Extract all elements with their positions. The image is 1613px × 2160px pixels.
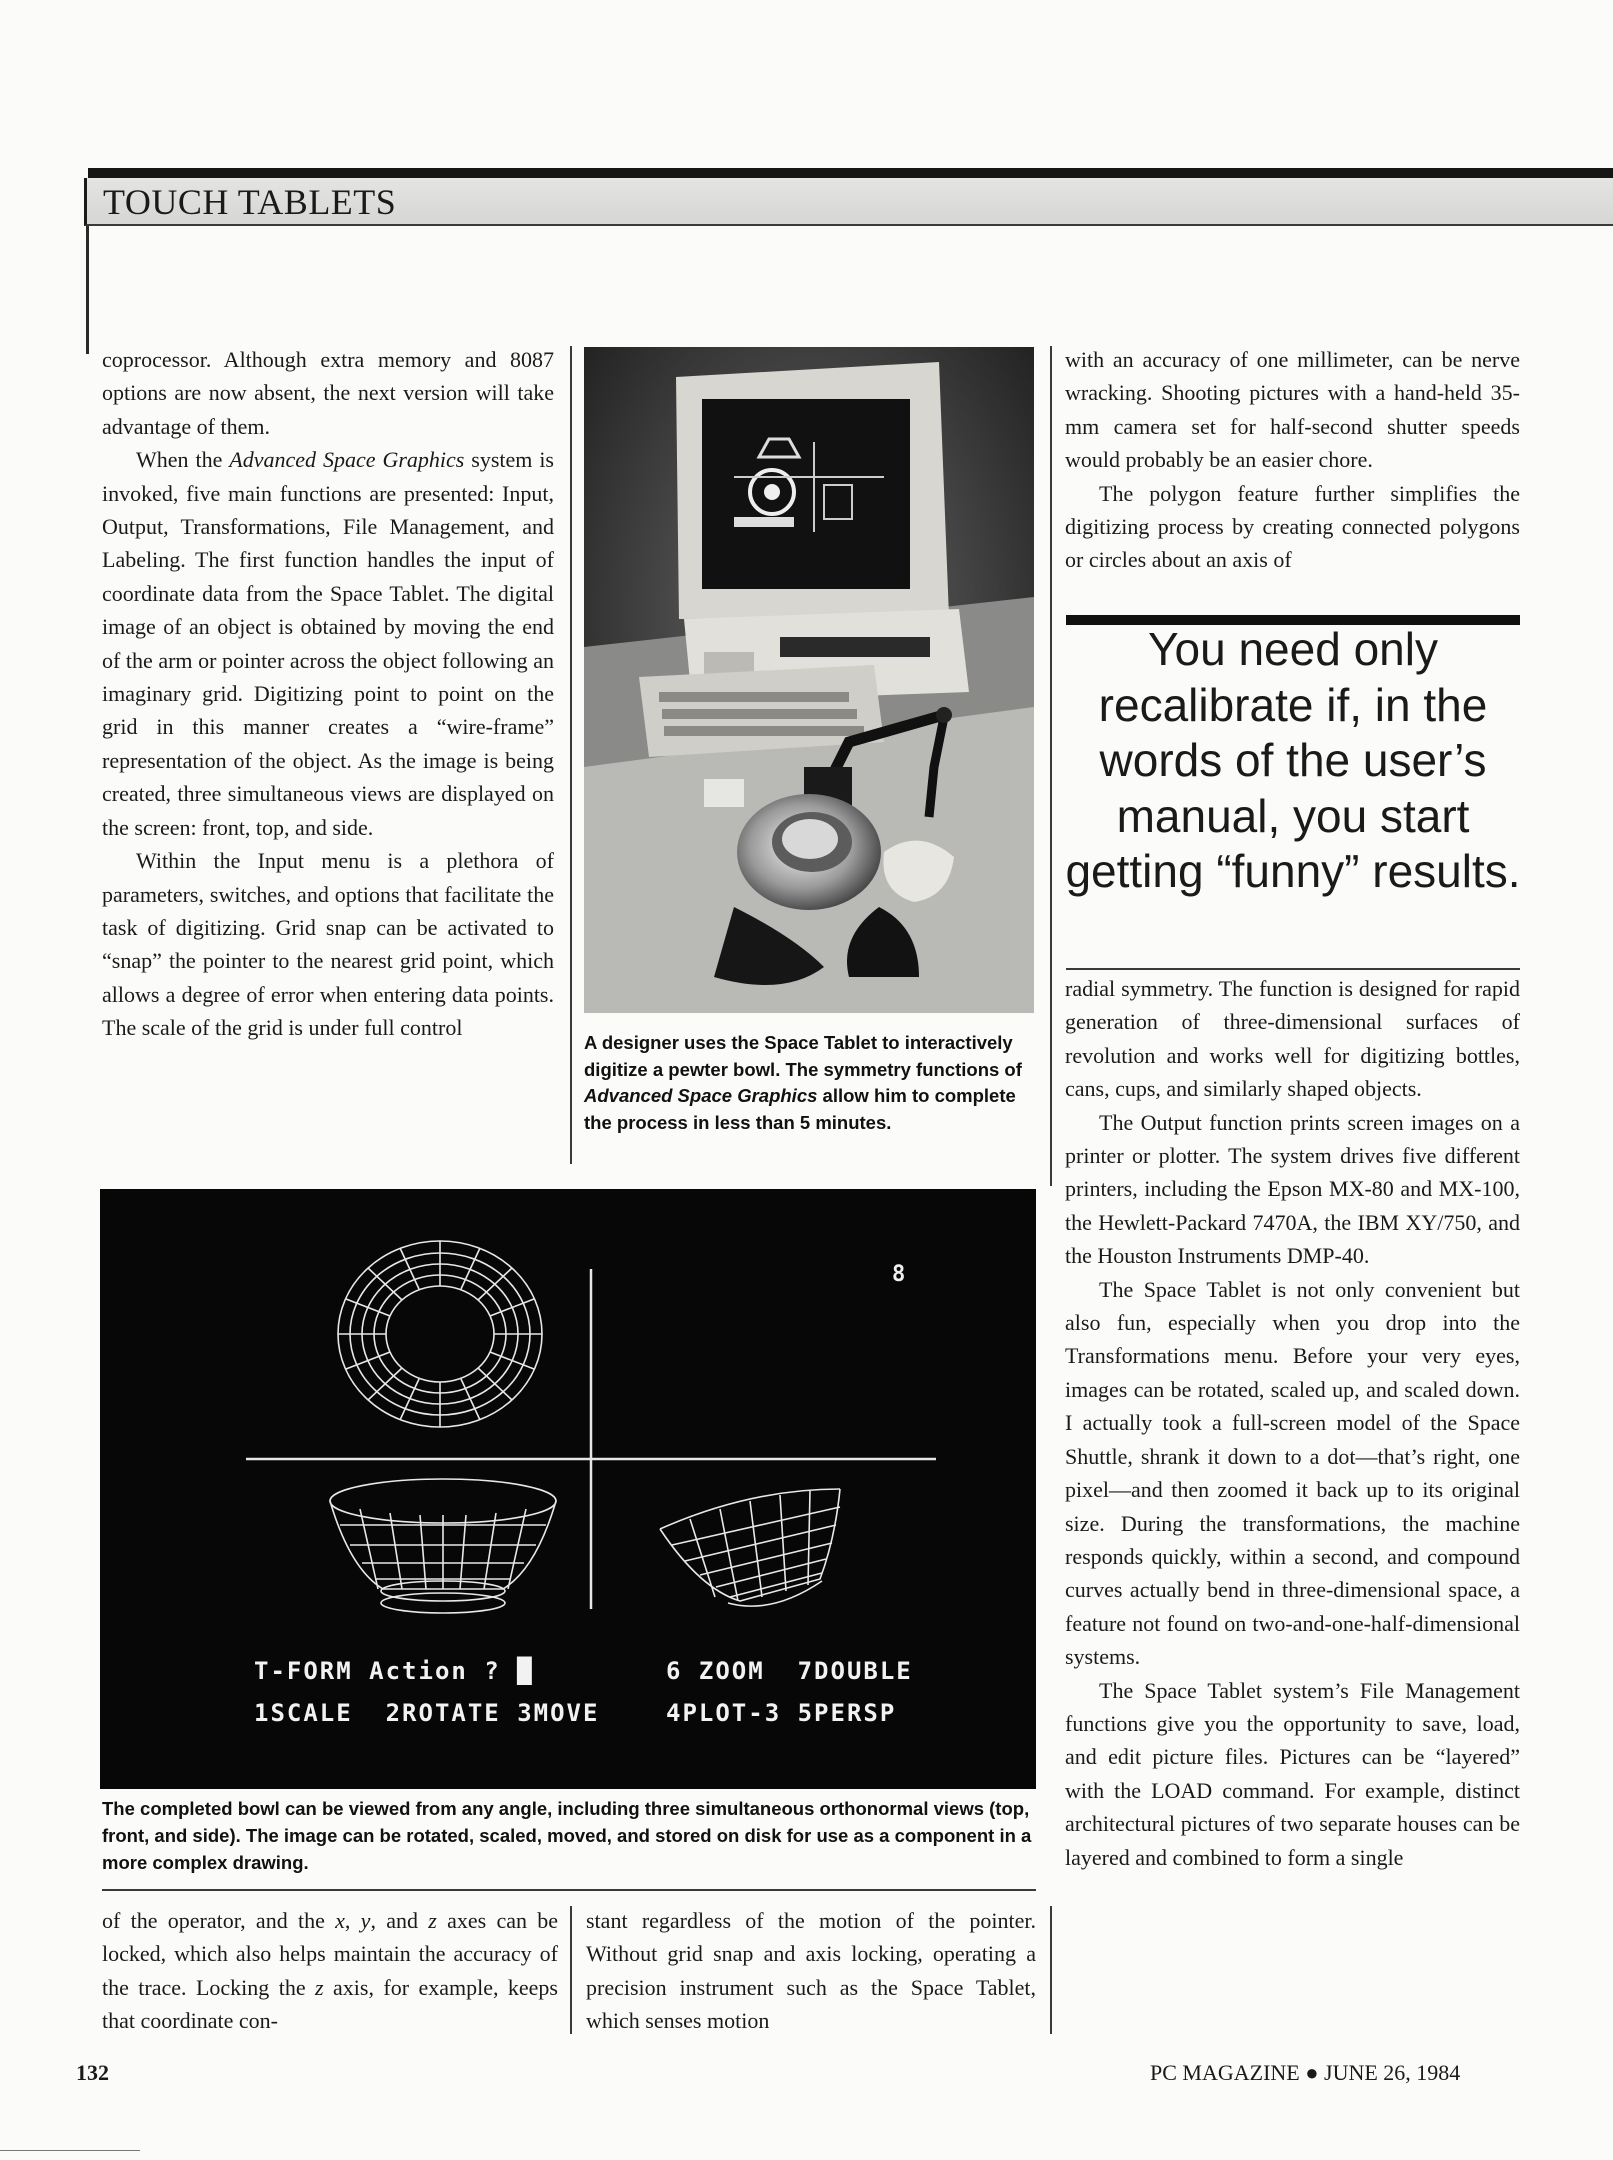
paragraph-left-3: Within the Input menu is a plethora of parameters, switches, and options that facilitate the task of digitizing. Grid snap can be activated to “snap” the pointer to the nearest grid point, which allows a degree of error when entering data points. The scale of the grid is under full control <box>102 848 554 1041</box>
paragraph-bottom-left: of the operator, and the x, y, and z axes can be locked, which also helps maintain the accuracy of the trace. Locking the z axis, for example, keeps that coordinate con- <box>102 1908 559 2034</box>
section-title: TOUCH TABLETS <box>103 182 397 222</box>
header-frame-left <box>86 226 89 354</box>
page-number: 132 <box>76 2060 109 2085</box>
screen-menu-line2-right: 4PLOT-3 5PERSP <box>666 1699 897 1727</box>
column-rule-1 <box>570 346 572 1164</box>
photo-illustration <box>584 347 1034 1013</box>
screen-caption: The completed bowl can be viewed from any angle, including three simultaneous orthonormal views (top, front, and side). The image can be rotated, scaled, moved, and stored on disk for use as a component in a more complex drawing. <box>102 1798 1032 1873</box>
article-column-left <box>102 343 554 1045</box>
screen-corner-label: 8 <box>892 1262 906 1287</box>
column-rule-3 <box>570 1906 572 2034</box>
article-column-right-bottom <box>1065 972 1520 1874</box>
paragraph-right-6: The Space Tablet system’s File Management functions give you the opportunity to save, load, and edit picture files. Pictures can be “layered” with the LOAD command. For example, distinct architectural pictures of two separate houses can be layered and combined to form a single <box>1065 1677 1520 1870</box>
screen-menu-line1-left: T-FORM Action ? █ <box>254 1657 534 1685</box>
header-rule <box>88 168 1613 178</box>
side-view-bowl <box>660 1489 840 1606</box>
pull-quote-rule <box>1066 968 1520 970</box>
product-name-italic: Advanced Space Graphics <box>229 447 465 473</box>
pewter-bowl-icon <box>737 794 881 910</box>
paragraph-left-2: When the Advanced Space Graphics system is invoked, five main functions are presented: Input, Output, Transformations, File Management, and Labeling. The first function handles the input of coordinate data from the Space Tablet. The digital image of an object is obtained by moving the end of the arm or pointer across the object following an imaginary grid. Digitizing point to point on the grid in this manner creates a “wire-frame” representation of the object. As the image is being created, three simultaneous views are displayed on the screen: front, top, and side. <box>102 447 554 840</box>
designer-photo <box>584 347 1034 1013</box>
screen-menu-line2-left: 1SCALE 2ROTATE 3MOVE <box>254 1699 600 1727</box>
pull-quote: You need only recalibrate if, in the words of the user’s manual, you start getting “funny” results. <box>1065 623 1521 897</box>
article-column-right-top <box>1065 343 1520 577</box>
article-column-bottom-left <box>102 1904 558 2038</box>
article-column-bottom-middle <box>586 1904 1036 2038</box>
screen-menu-line1-right: 6 ZOOM 7DOUBLE <box>666 1657 913 1685</box>
paragraph-right-4: The Output function prints screen images on a printer or plotter. The system drives five different printers, including the Epson MX-80 and MX-100, the Hewlett-Packard 7470A, the IBM XY/750, and the Houston Instruments DMP-40. <box>1065 1109 1520 1269</box>
column-rule-4 <box>1050 1906 1052 2034</box>
caption-rule <box>102 1889 1036 1891</box>
column-rule-2 <box>1050 346 1052 1186</box>
issue-line: PC MAGAZINE ● JUNE 26, 1984 <box>1150 2060 1461 2085</box>
photo-caption: A designer uses the Space Tablet to interactively digitize a pewter bowl. The symmetry functions of Advanced Space Graphics allow him to complete the process in less than 5 minutes. <box>584 1032 1022 1133</box>
paragraph-bottom-middle: stant regardless of the motion of the pointer. Without grid snap and axis locking, operating a precision instrument such as the Space Tablet, which senses motion <box>586 1908 1036 2034</box>
section-header-bar <box>84 178 1613 226</box>
monitor-icon <box>676 362 949 619</box>
wireframe-screen <box>100 1189 1036 1789</box>
paragraph-right-2: The polygon feature further simplifies the digitizing process by creating connected polygons or circles about an axis of <box>1065 480 1520 573</box>
paragraph-right-5: The Space Tablet is not only convenient but also fun, especially when you drop into the Transformations menu. Before your very eyes, images can be rotated, scaled up, and scaled down. I actually took a full-screen model of the Space Shuttle, shrank it down to a dot—that’s right, one pixel—and then zoomed it back up to its original size. During the transformations, the machine responds quickly, within a second, and compound curves actually bend in three-dimensional space, a feature not found on two-and-one-half-dimensional systems. <box>1065 1276 1520 1670</box>
paragraph-left-1: coprocessor. Although extra memory and 8087 options are now absent, the next version will take advantage of them. <box>102 347 554 439</box>
front-view-bowl <box>330 1479 556 1613</box>
top-view-torus <box>338 1241 542 1427</box>
paragraph-right-1: with an accuracy of one millimeter, can be nerve wracking. Shooting pictures with a hand-held 35-mm camera set for half-second shutter speeds would probably be an easier chore. <box>1065 347 1520 473</box>
footer-line <box>0 2150 140 2151</box>
paragraph-right-3: radial symmetry. The function is designed for rapid generation of three-dimensional surfaces of revolution and works well for digitizing bottles, cans, cups, and similarly shaped objects. <box>1065 976 1520 1102</box>
